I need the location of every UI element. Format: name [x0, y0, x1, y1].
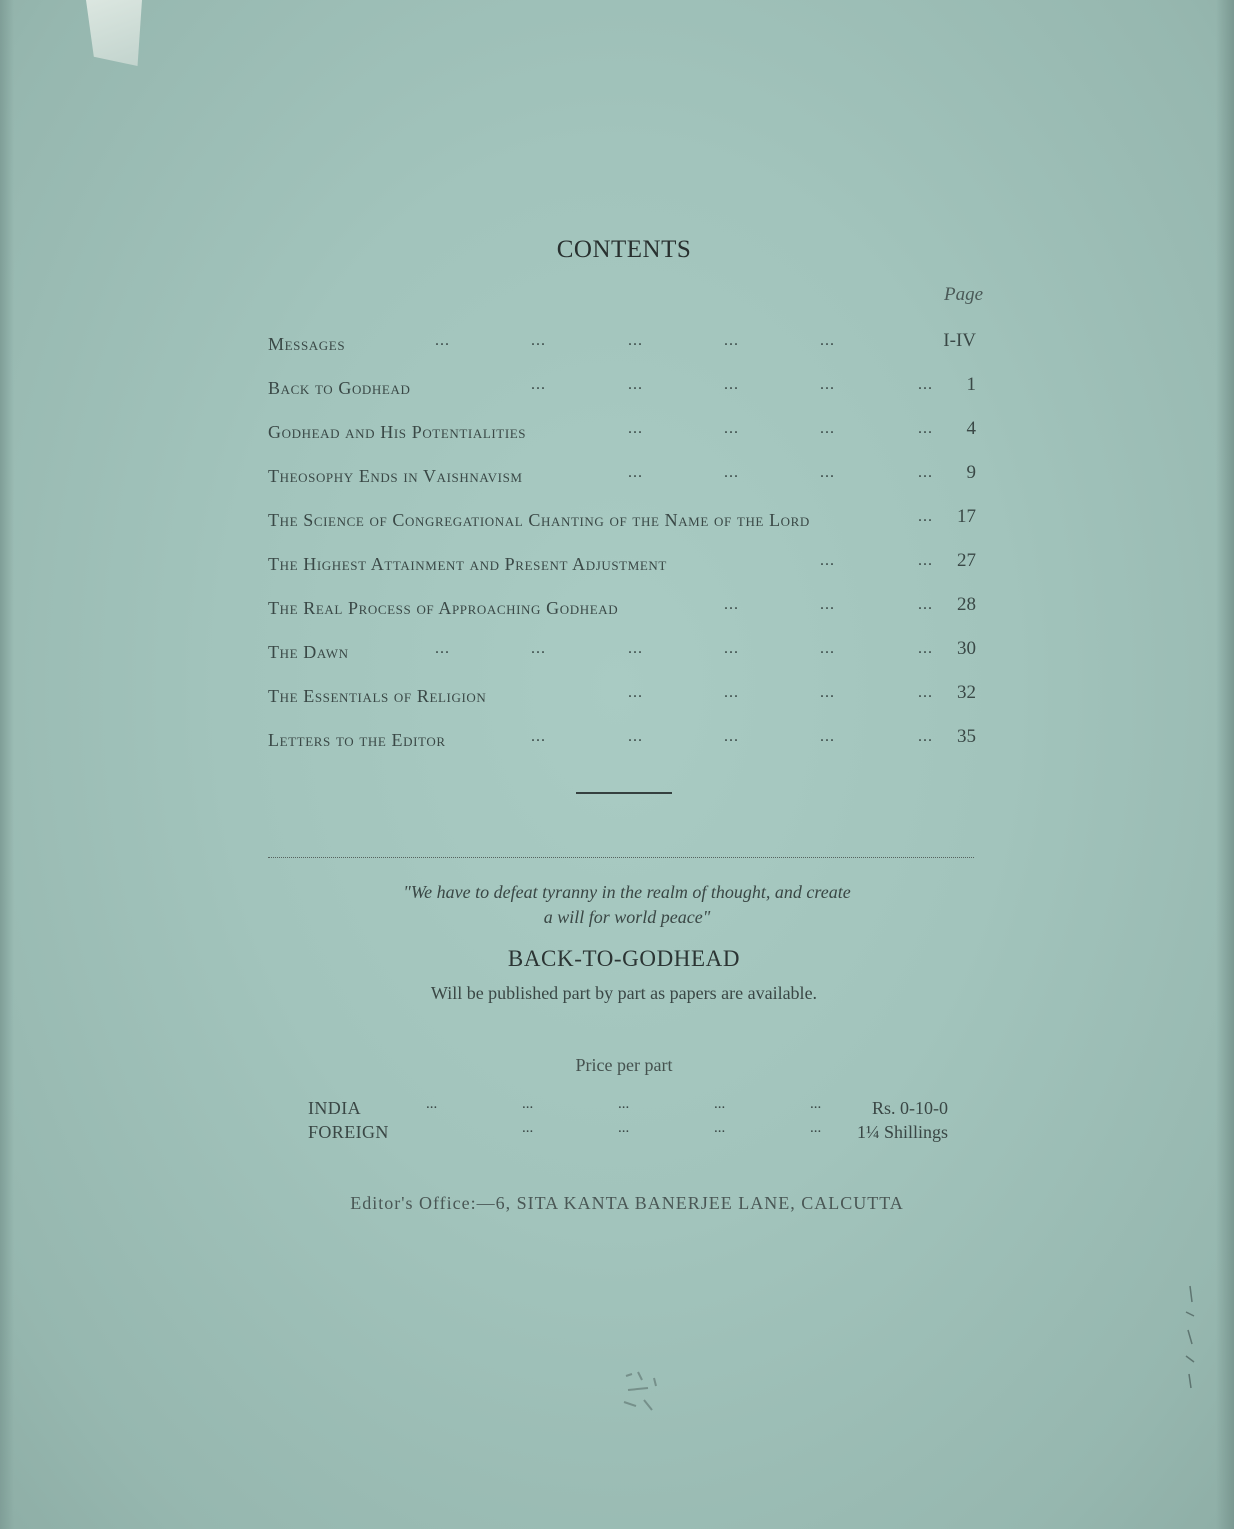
- toc-entry-page: 28: [957, 594, 976, 615]
- toc-entry-title: The Science of Congregational Chanting of the Name of the Lord: [268, 510, 810, 530]
- leader-dots: ...: [918, 640, 933, 657]
- paper-edge-shadow: [0, 0, 14, 1529]
- toc-entry-title: Theosophy Ends in Vaishnavism: [268, 466, 523, 486]
- quotation: [0, 880, 1234, 930]
- toc-entry: [268, 414, 976, 458]
- toc-entry: [268, 722, 976, 766]
- toc-entry: [268, 634, 976, 678]
- toc-entry-page: I-IV: [943, 330, 976, 351]
- toc-entry-title: Godhead and His Potentialities: [268, 422, 527, 442]
- leader-dots: ...: [820, 640, 835, 657]
- leader-dots: ...: [918, 684, 933, 701]
- toc-entry: [268, 678, 976, 722]
- section-divider: [576, 792, 672, 794]
- leader-dots: ...: [618, 1096, 630, 1112]
- faded-stamp-mark: [618, 1366, 662, 1416]
- leader-dots: ...: [918, 464, 933, 481]
- leader-dots: ...: [724, 596, 739, 613]
- publication-note: Will be published part by part as papers are available.: [430, 983, 818, 1003]
- leader-dots: ...: [918, 420, 933, 437]
- leader-dots: ...: [531, 332, 546, 349]
- leader-dots: ...: [918, 728, 933, 745]
- leader-dots: ...: [724, 420, 739, 437]
- leader-dots: ...: [820, 728, 835, 745]
- leader-dots: ...: [628, 332, 643, 349]
- leader-dots: ...: [820, 332, 835, 349]
- leader-dots: ...: [435, 640, 450, 657]
- toc-entry-page: 30: [957, 638, 976, 659]
- leader-dots: ...: [820, 552, 835, 569]
- quotation-line: a will for world peace": [543, 907, 711, 927]
- pencil-margin-mark: [1180, 1282, 1200, 1392]
- price-heading: Price per part: [575, 1055, 673, 1075]
- toc-entry: [268, 546, 976, 590]
- dotted-separator: [268, 857, 974, 858]
- leader-dots: ...: [628, 640, 643, 657]
- leader-dots: ...: [820, 596, 835, 613]
- toc-entry-page: 27: [957, 550, 976, 571]
- toc-entry: [268, 502, 976, 546]
- leader-dots: ...: [918, 508, 933, 525]
- leader-dots: ...: [918, 376, 933, 393]
- leader-dots: ...: [820, 420, 835, 437]
- leader-dots: ...: [724, 640, 739, 657]
- leader-dots: ...: [628, 464, 643, 481]
- toc-entry-page: 1: [966, 374, 976, 395]
- leader-dots: ...: [628, 420, 643, 437]
- toc-entry-page: 32: [957, 682, 976, 703]
- editor-office-address: Editor's Office:—6, SITA KANTA BANERJEE LANE, CALCUTTA: [350, 1193, 904, 1213]
- toc-entry-page: 35: [957, 726, 976, 747]
- leader-dots: ...: [820, 684, 835, 701]
- toc-entry: [268, 370, 976, 414]
- leader-dots: ...: [628, 376, 643, 393]
- leader-dots: ...: [426, 1096, 438, 1112]
- leader-dots: ...: [628, 684, 643, 701]
- toc-entry-page: 4: [966, 418, 976, 439]
- contents-heading: CONTENTS: [556, 236, 692, 263]
- toc-entry: [268, 590, 976, 634]
- leader-dots: ...: [435, 332, 450, 349]
- leader-dots: ...: [531, 728, 546, 745]
- leader-dots: ...: [918, 552, 933, 569]
- dot-leaders: [268, 332, 976, 352]
- leader-dots: ...: [820, 376, 835, 393]
- leader-dots: ...: [522, 1120, 534, 1136]
- toc-entry-title: The Highest Attainment and Present Adjustment: [268, 554, 667, 574]
- leader-dots: ...: [522, 1096, 534, 1112]
- leader-dots: ...: [628, 728, 643, 745]
- leader-dots: ...: [810, 1096, 822, 1112]
- toc-entry-title: Back to Godhead: [268, 378, 411, 398]
- leader-dots: ...: [724, 376, 739, 393]
- leader-dots: ...: [618, 1120, 630, 1136]
- price-row: [308, 1122, 948, 1146]
- price-row: [308, 1098, 948, 1122]
- toc-entry: [268, 458, 976, 502]
- toc-entry-title: The Real Process of Approaching Godhead: [268, 598, 619, 618]
- leader-dots: ...: [714, 1120, 726, 1136]
- price-amount: Rs. 0-10-0: [872, 1098, 948, 1118]
- price-region: FOREIGN: [308, 1122, 389, 1142]
- tape-remnant: [86, 0, 142, 66]
- toc-entry-title: The Dawn: [268, 642, 349, 662]
- leader-dots: ...: [724, 728, 739, 745]
- paper-edge-shadow: [1216, 0, 1234, 1529]
- leader-dots: ...: [714, 1096, 726, 1112]
- leader-dots: ...: [724, 332, 739, 349]
- toc-entry-page: 17: [957, 506, 976, 527]
- page-column-label: Page: [944, 284, 984, 305]
- dot-leaders: [268, 640, 976, 660]
- toc-entry-title: Messages: [268, 334, 346, 354]
- price-amount: 1¼ Shillings: [856, 1122, 948, 1142]
- table-of-contents: [268, 326, 976, 766]
- price-region: INDIA: [308, 1098, 361, 1118]
- quotation-line: "We have to defeat tyranny in the realm of thought, and create: [403, 882, 851, 902]
- leader-dots: ...: [820, 464, 835, 481]
- leader-dots: ...: [531, 640, 546, 657]
- leader-dots: ...: [918, 596, 933, 613]
- leader-dots: ...: [724, 684, 739, 701]
- toc-entry-title: The Essentials of Religion: [268, 686, 487, 706]
- publication-title: BACK-TO-GODHEAD: [507, 946, 741, 971]
- leader-dots: ...: [810, 1120, 822, 1136]
- toc-entry-title: Letters to the Editor: [268, 730, 446, 750]
- toc-entry-page: 9: [966, 462, 976, 483]
- leader-dots: ...: [531, 376, 546, 393]
- toc-entry: [268, 326, 976, 370]
- leader-dots: ...: [724, 464, 739, 481]
